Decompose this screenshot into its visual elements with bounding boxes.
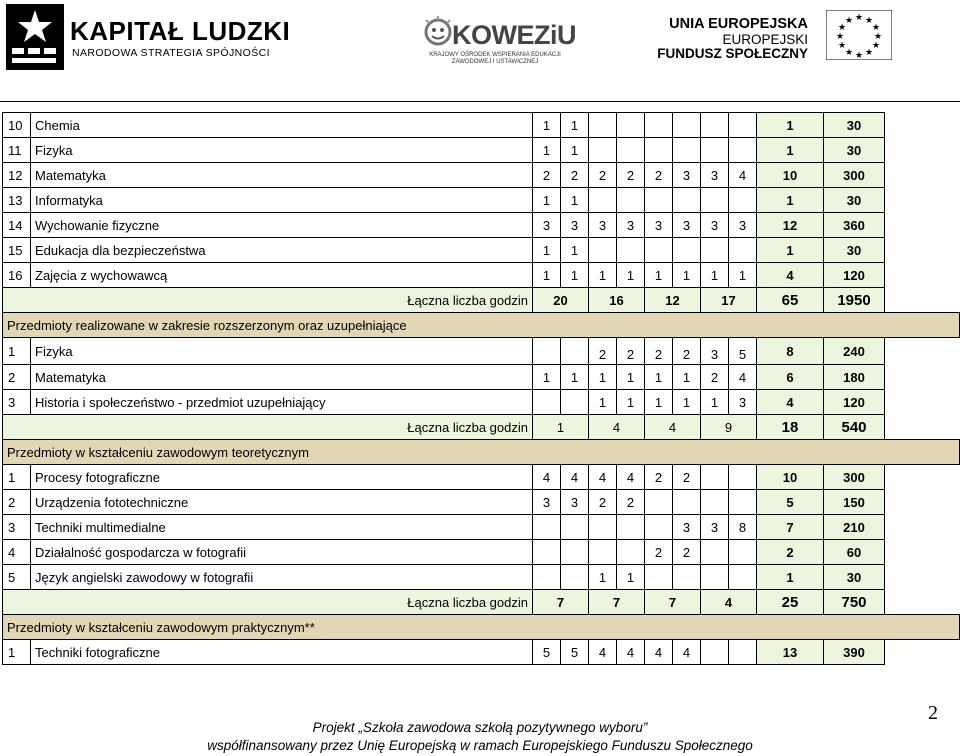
total-hours-cell: 7 <box>757 515 824 540</box>
hours-cell <box>617 188 645 213</box>
koweziu-subtitle: KRAJOWY OŚRODEK WSPIERANIA EDUKACJI ZAWODOWEJ I USTAWICZNEJ <box>429 52 561 65</box>
hours-cell: 4 <box>589 465 617 490</box>
section-header-row <box>3 440 960 465</box>
summary-total-cell: 25 <box>757 590 824 615</box>
hours-cell: 1 <box>561 365 589 390</box>
hours-cell <box>561 390 589 415</box>
summary-value-cell: 20 <box>533 288 589 313</box>
summary-value-cell: 7 <box>645 590 701 615</box>
hours-cell <box>645 238 673 263</box>
total-hours-cell: 10 <box>757 465 824 490</box>
summary-value-cell: 9 <box>701 415 757 440</box>
hours-cell <box>561 338 589 365</box>
subject-name-cell: Procesy fotograficzne <box>31 465 533 490</box>
hours-cell: 4 <box>589 640 617 665</box>
hours-cell: 1 <box>673 365 701 390</box>
hours-cell <box>533 515 561 540</box>
hours-cell <box>729 490 757 515</box>
hours-cell <box>617 238 645 263</box>
section-header-row <box>3 313 960 338</box>
hours-cell: 1 <box>561 238 589 263</box>
hours-cell: 2 <box>645 465 673 490</box>
hours-cell: 1 <box>617 390 645 415</box>
summary-label-cell: Łączna liczba godzin <box>3 415 533 440</box>
subject-name-cell: Techniki multimedialne <box>31 515 533 540</box>
hours-cell <box>589 540 617 565</box>
hours-cell <box>729 465 757 490</box>
hours-cell: 2 <box>645 540 673 565</box>
hours-cell <box>701 138 729 163</box>
footer-funding-note: współfinansowany przez Unię Europejską w ramach Europejskiego Funduszu Społecznego <box>207 738 753 753</box>
table-row <box>3 515 960 540</box>
hours-cell <box>729 238 757 263</box>
hours-cell: 3 <box>701 213 729 238</box>
row-number-cell: 3 <box>3 515 31 540</box>
hours-cell <box>617 113 645 138</box>
sum-hours-cell: 60 <box>824 540 885 565</box>
section-header-row <box>3 615 960 640</box>
summary-row <box>3 288 960 313</box>
hours-cell <box>617 515 645 540</box>
sum-hours-cell: 180 <box>824 365 885 390</box>
table-row <box>3 263 960 288</box>
svg-text:★: ★ <box>871 41 881 51</box>
table-row <box>3 490 960 515</box>
table-row <box>3 188 960 213</box>
row-number-cell: 10 <box>3 113 31 138</box>
hours-cell: 1 <box>533 263 561 288</box>
hours-cell: 1 <box>533 188 561 213</box>
row-number-cell: 11 <box>3 138 31 163</box>
koweziu-title: KOWEZiU <box>452 20 576 50</box>
subject-name-cell: Matematyka <box>31 163 533 188</box>
hours-cell <box>561 515 589 540</box>
section-title-cell: Przedmioty w kształceniu zawodowym teoretycznym <box>3 440 960 465</box>
hours-cell: 1 <box>533 138 561 163</box>
hours-cell <box>729 113 757 138</box>
table-row <box>3 465 960 490</box>
hours-cell <box>701 640 729 665</box>
hours-cell <box>645 565 673 590</box>
subject-name-cell: Chemia <box>31 113 533 138</box>
eu-line-3: FUNDUSZ SPOŁECZNY <box>657 46 808 61</box>
row-number-cell: 1 <box>3 465 31 490</box>
hours-cell: 4 <box>729 163 757 188</box>
table-row <box>3 540 960 565</box>
table-row <box>3 365 960 390</box>
hours-cell: 3 <box>533 490 561 515</box>
section-title-cell: Przedmioty w kształceniu zawodowym praktycznym** <box>3 615 960 640</box>
summary-value-cell: 17 <box>701 288 757 313</box>
hours-cell: 3 <box>617 213 645 238</box>
total-hours-cell: 1 <box>757 138 824 163</box>
hours-cell: 2 <box>617 163 645 188</box>
sum-hours-cell: 30 <box>824 113 885 138</box>
hours-cell: 1 <box>673 390 701 415</box>
hours-cell <box>701 565 729 590</box>
sum-hours-cell: 120 <box>824 263 885 288</box>
hours-cell: 5 <box>561 640 589 665</box>
kapital-ludzki-title: KAPITAŁ LUDZKI <box>70 16 291 46</box>
hours-cell: 1 <box>589 565 617 590</box>
hours-cell: 2 <box>617 338 645 365</box>
svg-text:★: ★ <box>871 23 881 33</box>
sum-hours-cell: 300 <box>824 465 885 490</box>
hours-cell <box>645 138 673 163</box>
hours-cell <box>729 540 757 565</box>
svg-text:★: ★ <box>844 16 854 26</box>
hours-cell <box>645 515 673 540</box>
summary-value-cell: 7 <box>589 590 645 615</box>
hours-cell: 1 <box>645 365 673 390</box>
total-hours-cell: 1 <box>757 188 824 213</box>
hours-cell <box>673 238 701 263</box>
footer-project-title: Projekt „Szkoła zawodowa szkołą pozytywnego wyboru” <box>312 720 648 735</box>
total-hours-cell: 4 <box>757 390 824 415</box>
summary-value-cell: 12 <box>645 288 701 313</box>
summary-value-cell: 4 <box>589 415 645 440</box>
total-hours-cell: 12 <box>757 213 824 238</box>
hours-cell <box>533 338 561 365</box>
table-row <box>3 640 960 665</box>
row-number-cell: 15 <box>3 238 31 263</box>
hours-cell <box>589 515 617 540</box>
hours-cell: 1 <box>701 390 729 415</box>
hours-cell: 3 <box>701 338 729 365</box>
hours-cell <box>645 188 673 213</box>
hours-cell: 2 <box>673 540 701 565</box>
subject-name-cell: Fizyka <box>31 138 533 163</box>
hours-cell: 5 <box>533 640 561 665</box>
hours-table-body <box>3 113 960 665</box>
hours-cell <box>589 113 617 138</box>
hours-cell <box>589 138 617 163</box>
total-hours-cell: 8 <box>757 338 824 365</box>
sum-hours-cell: 150 <box>824 490 885 515</box>
svg-text:★: ★ <box>835 32 845 42</box>
hours-cell <box>561 540 589 565</box>
svg-text:★: ★ <box>864 16 874 26</box>
row-number-cell: 5 <box>3 565 31 590</box>
summary-row <box>3 590 960 615</box>
total-hours-cell: 5 <box>757 490 824 515</box>
summary-value-cell: 4 <box>645 415 701 440</box>
total-hours-cell: 1 <box>757 238 824 263</box>
table-row <box>3 238 960 263</box>
sum-hours-cell: 30 <box>824 188 885 213</box>
summary-value-cell: 4 <box>701 590 757 615</box>
table-row <box>3 390 960 415</box>
total-hours-cell: 13 <box>757 640 824 665</box>
hours-cell <box>673 113 701 138</box>
subject-name-cell: Techniki fotograficzne <box>31 640 533 665</box>
hours-cell: 3 <box>729 390 757 415</box>
hours-cell: 3 <box>701 515 729 540</box>
total-hours-cell: 4 <box>757 263 824 288</box>
hours-cell <box>701 238 729 263</box>
subject-name-cell: Matematyka <box>31 365 533 390</box>
table-row <box>3 163 960 188</box>
hours-cell <box>701 188 729 213</box>
hours-cell <box>701 490 729 515</box>
hours-cell: 5 <box>729 338 757 365</box>
subject-name-cell: Język angielski zawodowy w fotografii <box>31 565 533 590</box>
hours-cell <box>617 540 645 565</box>
hours-cell: 4 <box>617 465 645 490</box>
hours-cell: 2 <box>701 365 729 390</box>
sum-hours-cell: 360 <box>824 213 885 238</box>
table-row <box>3 565 960 590</box>
hours-cell: 1 <box>673 263 701 288</box>
subject-name-cell: Fizyka <box>31 338 533 365</box>
svg-text:★: ★ <box>837 41 847 51</box>
svg-text:★: ★ <box>854 13 864 23</box>
subject-name-cell: Urządzenia fototechniczne <box>31 490 533 515</box>
hours-cell: 1 <box>561 263 589 288</box>
hours-cell: 8 <box>729 515 757 540</box>
hours-cell: 1 <box>645 263 673 288</box>
svg-text:★: ★ <box>854 51 864 60</box>
eu-flag-icon <box>826 10 892 60</box>
hours-cell: 3 <box>561 490 589 515</box>
hours-cell: 3 <box>561 213 589 238</box>
hours-cell: 3 <box>673 515 701 540</box>
hours-cell <box>701 540 729 565</box>
svg-text:★: ★ <box>864 48 874 58</box>
summary-row <box>3 415 960 440</box>
subject-name-cell: Zajęcia z wychowawcą <box>31 263 533 288</box>
hours-cell: 3 <box>673 213 701 238</box>
hours-cell: 1 <box>533 238 561 263</box>
row-number-cell: 1 <box>3 640 31 665</box>
hours-cell: 3 <box>589 213 617 238</box>
hours-cell: 2 <box>589 490 617 515</box>
summary-total-cell: 18 <box>757 415 824 440</box>
summary-sum-cell: 540 <box>824 415 885 440</box>
hours-cell: 1 <box>589 263 617 288</box>
sum-hours-cell: 30 <box>824 565 885 590</box>
row-number-cell: 13 <box>3 188 31 213</box>
hours-cell: 1 <box>561 138 589 163</box>
hours-cell <box>533 540 561 565</box>
total-hours-cell: 1 <box>757 113 824 138</box>
hours-cell <box>617 138 645 163</box>
hours-cell: 4 <box>617 640 645 665</box>
subject-name-cell: Historia i społeczeństwo - przedmiot uzupełniający <box>31 390 533 415</box>
row-number-cell: 12 <box>3 163 31 188</box>
row-number-cell: 3 <box>3 390 31 415</box>
sum-hours-cell: 30 <box>824 138 885 163</box>
hours-table <box>2 112 960 665</box>
total-hours-cell: 2 <box>757 540 824 565</box>
hours-cell: 1 <box>701 263 729 288</box>
hours-cell: 1 <box>617 565 645 590</box>
hours-cell: 3 <box>673 163 701 188</box>
sum-hours-cell: 300 <box>824 163 885 188</box>
hours-cell: 2 <box>533 163 561 188</box>
kapital-ludzki-subtitle: NARODOWA STRATEGIA SPÓJNOŚCI <box>72 47 270 59</box>
hours-cell: 3 <box>729 213 757 238</box>
hours-cell: 1 <box>561 188 589 213</box>
eu-line-1: UNIA EUROPEJSKA <box>669 16 808 32</box>
total-hours-cell: 10 <box>757 163 824 188</box>
hours-cell: 1 <box>561 113 589 138</box>
hours-cell: 1 <box>589 365 617 390</box>
table-row <box>3 138 960 163</box>
hours-cell <box>673 188 701 213</box>
hours-cell: 1 <box>645 390 673 415</box>
hours-cell <box>729 640 757 665</box>
hours-cell: 4 <box>729 365 757 390</box>
section-title-cell: Przedmioty realizowane w zakresie rozszerzonym oraz uzupełniające <box>3 313 960 338</box>
row-number-cell: 4 <box>3 540 31 565</box>
hours-cell <box>645 113 673 138</box>
hours-cell: 3 <box>701 163 729 188</box>
hours-cell <box>533 565 561 590</box>
hours-cell <box>533 390 561 415</box>
subject-name-cell: Wychowanie fizyczne <box>31 213 533 238</box>
svg-text:★: ★ <box>844 48 854 58</box>
hours-cell: 2 <box>645 338 673 365</box>
subject-name-cell: Działalność gospodarcza w fotografii <box>31 540 533 565</box>
header-divider <box>0 101 960 102</box>
page-number: 2 <box>928 702 938 724</box>
hours-cell: 2 <box>645 163 673 188</box>
kapital-ludzki-logo-icon <box>6 4 64 70</box>
hours-cell: 4 <box>673 640 701 665</box>
hours-cell <box>701 113 729 138</box>
hours-cell: 3 <box>533 213 561 238</box>
summary-value-cell: 16 <box>589 288 645 313</box>
row-number-cell: 14 <box>3 213 31 238</box>
summary-value-cell: 1 <box>533 415 589 440</box>
subject-name-cell: Edukacja dla bezpieczeństwa <box>31 238 533 263</box>
page-header <box>0 0 960 100</box>
row-number-cell: 1 <box>3 338 31 365</box>
hours-cell: 4 <box>645 640 673 665</box>
hours-cell: 4 <box>561 465 589 490</box>
hours-cell <box>701 465 729 490</box>
total-hours-cell: 6 <box>757 365 824 390</box>
hours-cell <box>589 188 617 213</box>
eu-line-2: EUROPEJSKI <box>722 32 808 47</box>
row-number-cell: 16 <box>3 263 31 288</box>
table-row <box>3 113 960 138</box>
sum-hours-cell: 240 <box>824 338 885 365</box>
hours-cell: 2 <box>589 338 617 365</box>
summary-label-cell: Łączna liczba godzin <box>3 590 533 615</box>
hours-cell: 1 <box>533 113 561 138</box>
hours-cell: 4 <box>533 465 561 490</box>
row-number-cell: 2 <box>3 490 31 515</box>
summary-sum-cell: 750 <box>824 590 885 615</box>
summary-total-cell: 65 <box>757 288 824 313</box>
sum-hours-cell: 210 <box>824 515 885 540</box>
svg-text:★: ★ <box>837 23 847 33</box>
hours-cell <box>589 238 617 263</box>
hours-cell: 1 <box>533 365 561 390</box>
hours-cell <box>729 188 757 213</box>
hours-cell: 1 <box>729 263 757 288</box>
sum-hours-cell: 120 <box>824 390 885 415</box>
hours-cell: 1 <box>617 263 645 288</box>
hours-cell: 1 <box>589 390 617 415</box>
hours-cell: 2 <box>617 490 645 515</box>
table-row <box>3 213 960 238</box>
table-row <box>3 338 960 365</box>
hours-cell: 2 <box>673 465 701 490</box>
hours-table-container <box>2 112 960 665</box>
hours-cell: 2 <box>589 163 617 188</box>
hours-cell: 2 <box>561 163 589 188</box>
subject-name-cell: Informatyka <box>31 188 533 213</box>
hours-cell: 1 <box>617 365 645 390</box>
svg-text:★: ★ <box>873 32 883 42</box>
summary-label-cell: Łączna liczba godzin <box>3 288 533 313</box>
hours-cell: 2 <box>673 338 701 365</box>
hours-cell: 3 <box>645 213 673 238</box>
sum-hours-cell: 30 <box>824 238 885 263</box>
hours-cell <box>673 490 701 515</box>
sum-hours-cell: 390 <box>824 640 885 665</box>
hours-cell <box>729 565 757 590</box>
hours-cell <box>561 565 589 590</box>
hours-cell <box>729 138 757 163</box>
summary-sum-cell: 1950 <box>824 288 885 313</box>
hours-cell <box>673 565 701 590</box>
row-number-cell: 2 <box>3 365 31 390</box>
hours-cell <box>673 138 701 163</box>
total-hours-cell: 1 <box>757 565 824 590</box>
hours-cell <box>645 490 673 515</box>
summary-value-cell: 7 <box>533 590 589 615</box>
